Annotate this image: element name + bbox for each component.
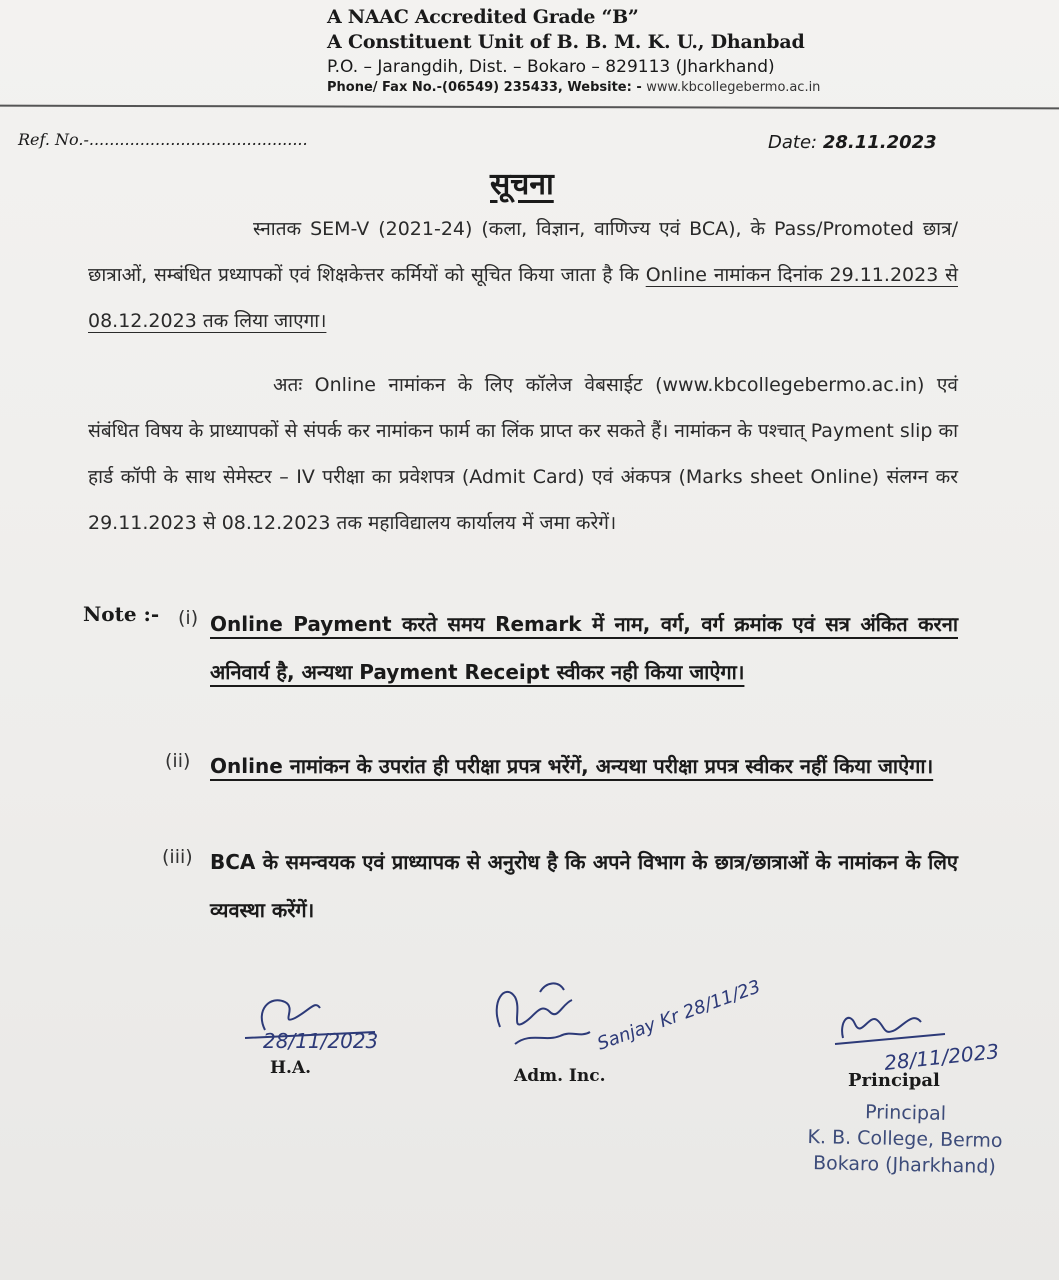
stamp-line-1: Principal bbox=[864, 1101, 947, 1125]
header-divider bbox=[0, 105, 1059, 110]
stamp-line-2: K. B. College, Bermo bbox=[807, 1125, 1003, 1153]
principal-signature bbox=[825, 1000, 1045, 1080]
adm-label: Adm. Inc. bbox=[514, 1066, 606, 1086]
contact-line bbox=[327, 80, 947, 96]
note-2-text: Online नामांकन के उपरांत ही परीक्षा प्रपत्र भरेंगें, अन्यथा परीक्षा प्रपत्र स्वीकर नहीं किया जाऐगा। bbox=[210, 754, 934, 778]
paragraph-1-underlined: Online नामांकन दिनांक 29.11.2023 से 08.12.2023 तक लिया जाएगा। bbox=[88, 264, 958, 332]
note-3-text: BCA के समन्वयक एवं प्राध्यापक से अनुरोध है कि अपने विभाग के छात्र/छात्राओं के नामांकन के लिए व्यवस्था करेंगें। bbox=[210, 850, 958, 922]
adm-handwriting: Sanjay Kr 28/11/23 bbox=[594, 976, 764, 1055]
ha-handwriting: 28/11/2023 bbox=[263, 1029, 379, 1053]
ref-number: Ref. No.-........................................... bbox=[18, 130, 308, 149]
adm-signature bbox=[480, 972, 764, 1062]
note-1-text: Online Payment करते समय Remark में नाम, वर्ग, वर्ग क्रमांक एवं सत्र अंकित करना अनिवार्य है, अन्यथा Payment Receipt स्वीकर नही किया जाऐगा। bbox=[210, 612, 958, 684]
note-2 bbox=[210, 742, 958, 790]
date-label: Date: bbox=[768, 132, 823, 153]
principal-handwriting: 28/11/2023 bbox=[883, 1039, 1001, 1075]
letterhead bbox=[327, 6, 947, 96]
notice-date bbox=[768, 132, 937, 153]
note-2-number: (ii) bbox=[165, 750, 191, 772]
stamp-line-3: Bokaro (Jharkhand) bbox=[812, 1152, 997, 1178]
note-3-number: (iii) bbox=[162, 846, 193, 868]
principal-stamp bbox=[789, 1098, 1021, 1181]
note-3 bbox=[210, 838, 958, 934]
phone-text: Phone/ Fax No.-(06549) 235433, Website: - bbox=[327, 79, 647, 95]
note-1-number: (i) bbox=[178, 607, 199, 629]
ha-signature bbox=[225, 990, 405, 1060]
paragraph-1 bbox=[88, 206, 958, 344]
paragraph-1-text: स्नातक SEM-V (2021-24) (कला, विज्ञान, वाणिज्य एवं BCA), के Pass/Promoted छात्र/छात्राओं, सम्बंधित प्रध्यापकों एवं शिक्षकेत्तर कर्मियों को सूचित किया जाता है कि bbox=[88, 218, 958, 286]
ha-label: H.A. bbox=[270, 1058, 312, 1078]
principal-label: Principal bbox=[848, 1070, 940, 1091]
address-line: P.O. – Jarangdih, Dist. – Bokaro – 829113 (Jharkhand) bbox=[327, 56, 775, 77]
accreditation-line: A NAAC Accredited Grade “B” bbox=[327, 6, 639, 28]
note-1 bbox=[210, 600, 958, 696]
website-link[interactable]: www.kbcollegebermo.ac.in bbox=[646, 79, 821, 95]
date-value: 28.11.2023 bbox=[822, 132, 937, 153]
paragraph-2: अतः Online नामांकन के लिए कॉलेज वेबसाईट (www.kbcollegebermo.ac.in) एवं संबंधित विषय के प्राध्यापकों से संपर्क कर नामांकन फार्म का लिंक प्राप्त कर सकते हैं। नामांकन के पश्चात् Payment slip का हार्ड कॉपी के साथ सेमेस्टर – IV परीक्षा का प्रवेशपत्र (Admit Card) एवं अंकपत्र (Marks sheet Online) संलग्न कर 29.11.2023 से 08.12.2023 तक महाविद्यालय कार्यालय में जमा करेगें। bbox=[88, 374, 958, 534]
notice-heading: सूचना bbox=[490, 167, 554, 202]
university-line: A Constituent Unit of B. B. M. K. U., Dhanbad bbox=[327, 30, 805, 53]
note-label: Note :- bbox=[83, 602, 160, 626]
